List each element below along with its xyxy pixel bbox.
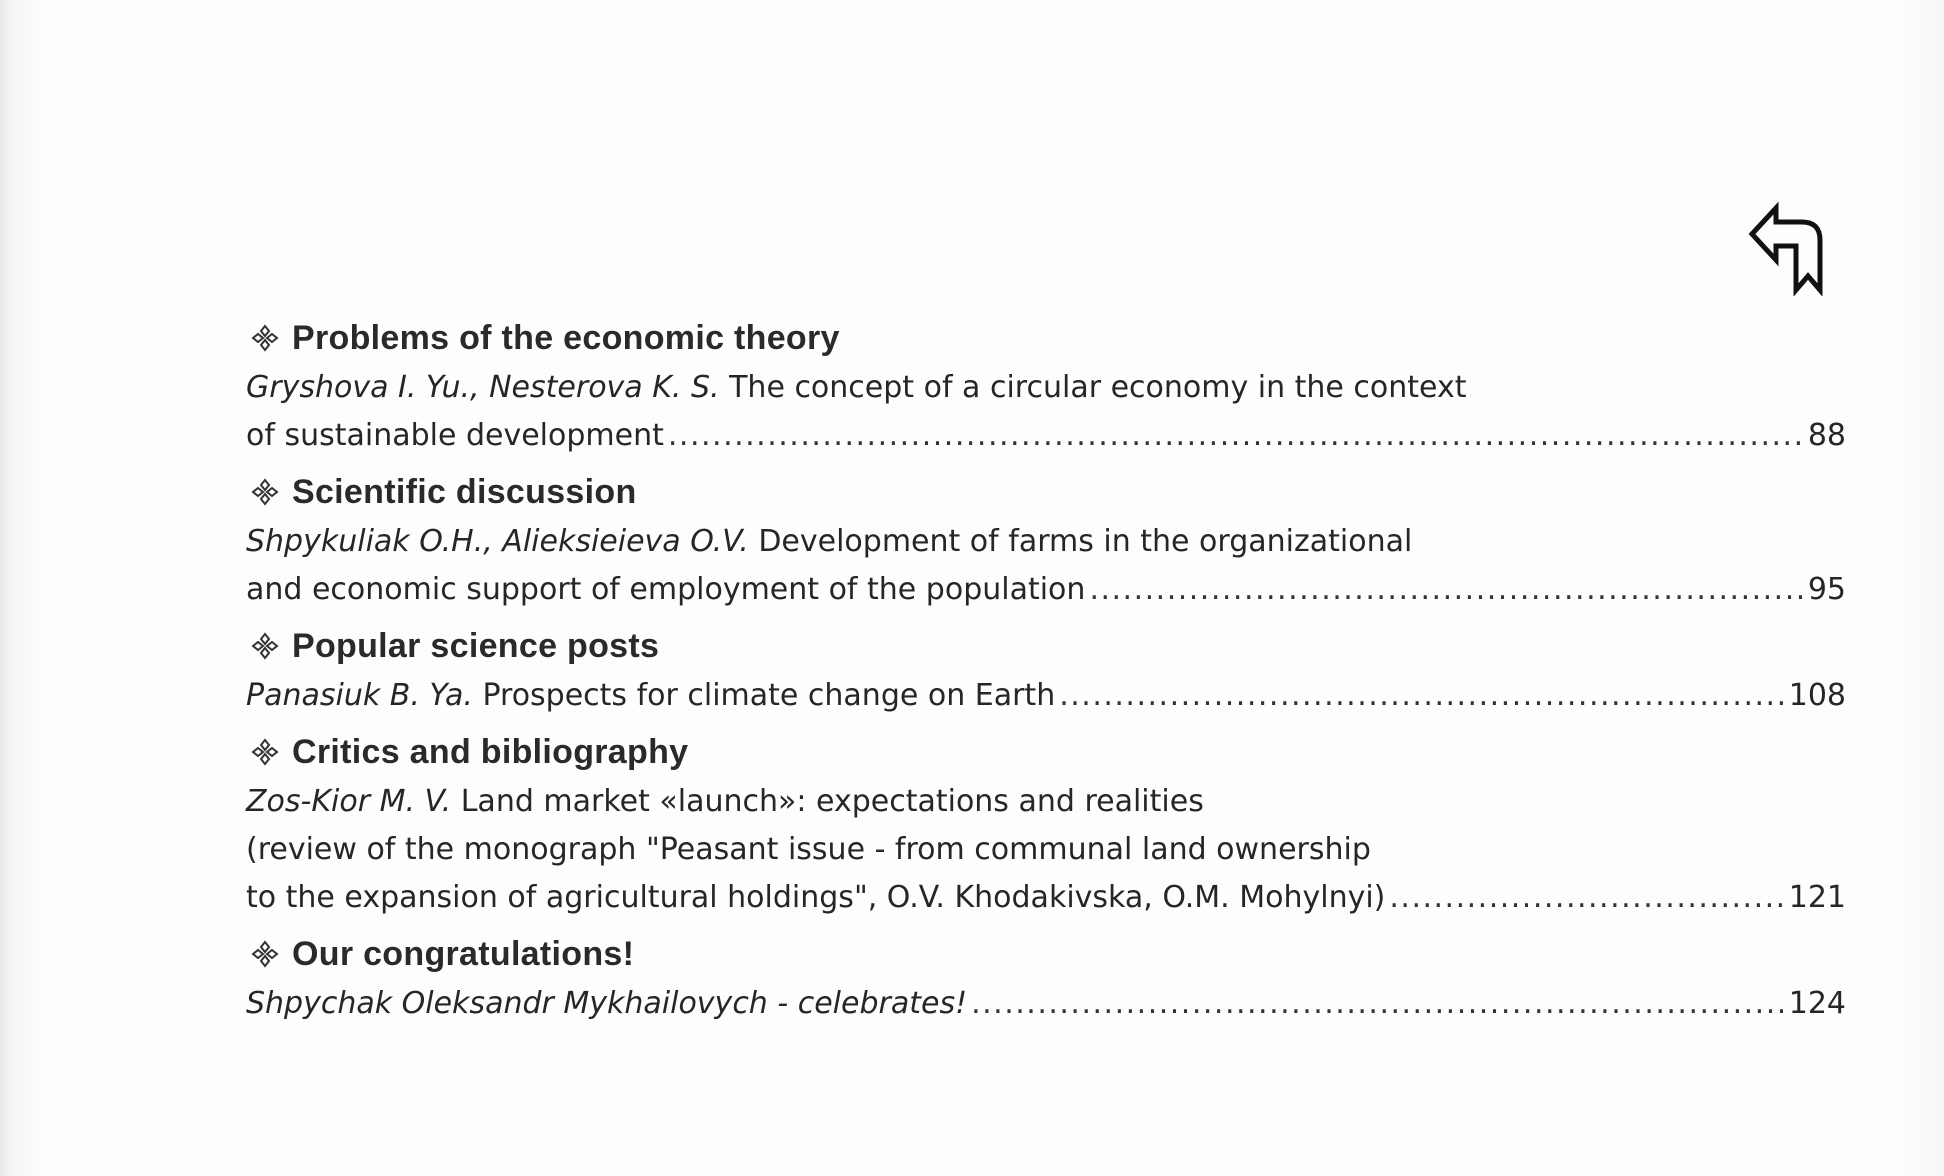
- entry-last-line: [246, 980, 1846, 1028]
- table-of-contents: [246, 312, 1846, 1028]
- section-title: Problems of the economic theory: [292, 318, 840, 357]
- page-number: 108: [1788, 678, 1846, 713]
- entry-title-line: of sustainable development: [246, 418, 664, 453]
- dot-leader: [971, 980, 1783, 1028]
- section-heading: [246, 312, 1846, 364]
- section-heading: [246, 620, 1846, 672]
- entry-authors: Panasiuk B. Ya.: [246, 678, 473, 713]
- four-diamond-bullet-icon: [250, 631, 280, 661]
- entry-authors: Shpychak Oleksandr Mykhailovych - celebrates!: [246, 986, 968, 1021]
- dot-leader: [668, 412, 1802, 460]
- entry-last-line: [246, 874, 1846, 922]
- entry-title-line: Land market «launch»: expectations and realities: [460, 784, 1204, 819]
- dot-leader: [1389, 874, 1782, 922]
- entry-authors: Gryshova I. Yu., Nesterova K. S.: [246, 370, 720, 405]
- four-diamond-bullet-icon: [250, 477, 280, 507]
- entry-title-line: to the expansion of agricultural holdings", O.V. Khodakivska, O.M. Mohylnyi): [246, 880, 1386, 915]
- toc-section: [246, 726, 1846, 922]
- page-number: 88: [1807, 418, 1846, 453]
- dot-leader: [1059, 672, 1783, 720]
- entry-line: [246, 826, 1846, 874]
- toc-section: [246, 620, 1846, 720]
- entry-title-line: Prospects for climate change on Earth: [482, 678, 1056, 713]
- four-diamond-bullet-icon: [250, 939, 280, 969]
- section-title: Our congratulations!: [292, 934, 635, 973]
- toc-section: [246, 312, 1846, 460]
- section-heading: [246, 726, 1846, 778]
- section-heading: [246, 466, 1846, 518]
- entry-last-line: [246, 412, 1846, 460]
- return-arrow-icon[interactable]: [1744, 200, 1830, 296]
- entry-title-line: The concept of a circular economy in the context: [729, 370, 1467, 405]
- four-diamond-bullet-icon: [250, 737, 280, 767]
- section-title: Critics and bibliography: [292, 732, 689, 771]
- page-number: 124: [1788, 986, 1846, 1021]
- section-title: Scientific discussion: [292, 472, 637, 511]
- toc-section: [246, 928, 1846, 1028]
- page-number: 95: [1807, 572, 1846, 607]
- entry-line: [246, 364, 1846, 412]
- toc-entry[interactable]: [246, 672, 1846, 720]
- entry-title-line: and economic support of employment of the population: [246, 572, 1086, 607]
- toc-entry[interactable]: [246, 518, 1846, 614]
- toc-entry[interactable]: [246, 364, 1846, 460]
- toc-section: [246, 466, 1846, 614]
- page-number: 121: [1788, 880, 1846, 915]
- entry-title-line: Development of farms in the organizational: [758, 524, 1413, 559]
- section-heading: [246, 928, 1846, 980]
- section-title: Popular science posts: [292, 626, 660, 665]
- toc-entry[interactable]: [246, 778, 1846, 922]
- four-diamond-bullet-icon: [250, 323, 280, 353]
- entry-authors: Zos-Kior M. V.: [246, 784, 452, 819]
- dot-leader: [1089, 566, 1801, 614]
- entry-last-line: [246, 672, 1846, 720]
- entry-authors: Shpykuliak O.H., Alieksieieva O.V.: [246, 524, 749, 559]
- entry-title-line: (review of the monograph "Peasant issue - from communal land ownership: [246, 832, 1371, 867]
- entry-line: [246, 518, 1846, 566]
- toc-entry[interactable]: [246, 980, 1846, 1028]
- entry-line: [246, 778, 1846, 826]
- entry-last-line: [246, 566, 1846, 614]
